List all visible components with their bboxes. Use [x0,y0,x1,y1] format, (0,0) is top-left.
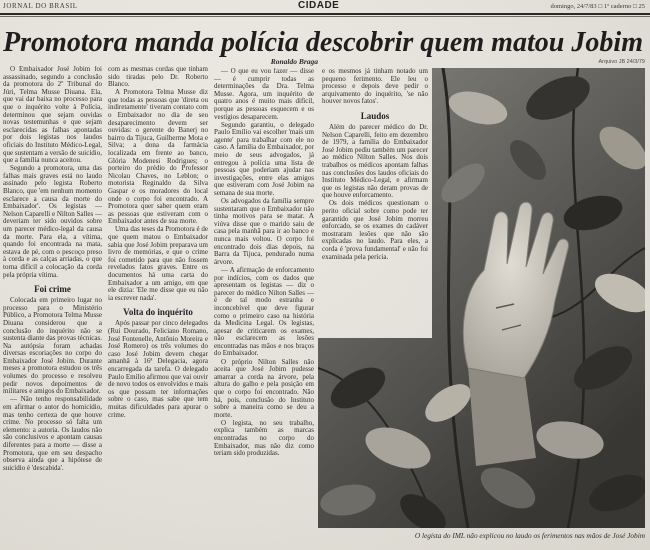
paragraph: — Não tenho responsabilidade em afirmar o autor do homicídio, mas tenho certeza de que houve crime. No processo só falta um elemento: a autoria. Os laudos não são conclusivos e apontam causas diferentes para a morte — disse a Promotora, que em seu despacho observa ainda que a hipótese de suicídio é 'descabida'. [3,395,102,472]
section-name: CIDADE [298,0,340,11]
paragraph: O Embaixador José Jobim foi assassinado, segundo a conclusão da promotora do 2º Tribunal do Júri, Telma Musse Diuana. Ela, que vai dar baixa no processo para que o inquérito volte à Polícia, determinou que sejam ouvidas novas testemunhas e que sejam esclarecidas as falhas apontadas por dois legistas nos laudos oficiais do Instituto Médico-Legal, que sustentam a versão de suicídio, que a família nunca aceitou. [3,66,102,165]
header-rule-thin [0,16,650,17]
paragraph: Os dois médicos questionam o perito oficial sobre como pode ter garantido que José Jobim morreu enforcado, se os exames do cadáver mostraram lesões que não são explicadas no laudo. Para eles, a corda é 'prova fundamental' e não foi examinada pela perícia. [322,199,428,261]
paragraph: Após passar por cinco delegados (Rui Dourado, Feliciano Romano, José Fontenelle, Antônio Moreira e José Romero) os três volumes do caso José Jobim devem chegar amanhã à 16ª Delegacia, agora encarregada da tarefa. O delegado Paulo Emílio afirmou que vai ouvir de novo todos os envolvidos e mais os que possam ter informações sobre o caso, mas sabe que tem muitas dificuldades para apurar o crime. [108,319,208,419]
dateline: domingo, 24/7/83 □ 1º caderno □ 25 [550,3,645,10]
paragraph: Colocada em primeiro lugar no processo para o Ministério Público, a Promotora Telma Musse Diuana considerou que a conclusão do inquérito não se sustenta diante das provas técnicas. Na autópsia foram achadas diversas escoriações no corpo do Embaixador José Jobim. Durante meses a promotora estudou os três volumes do processo e resolveu pedir novos depoimentos de militares e amigos do Embaixador. [3,296,102,396]
subhead-foi-crime: Foi crime [34,284,71,295]
photo-credit: Arquivo JB 24/3/79 [598,59,645,65]
byline: Ronaldo Braga [270,57,318,66]
headline-text: Promotora manda polícia descobrir quem matou Jobim [2,27,643,58]
paragraph: Uma das teses da Promotora é de que quem matou o Embaixador sabia que José Jobim preparava um livro de memórias, e que o crime foi cometido para que não fossem revelados fatos graves. Entre os documentos há uma carta do Embaixador a um amigo, em que ele dizia: 'Ele me disse que eu não ia escrever nada'. [108,225,208,302]
header-rule [0,13,650,15]
subhead-volta-do-inquerito: Volta do inquérito [123,307,193,318]
paragraph: com as mesmas cordas que tinham sido tiradas pelo Dr. Roberto Blanco. [108,66,208,89]
paragraph: — O que eu vou fazer — disse — é cumprir todas as determinações da Dra. Telma Musse. Agora, um inquérito de quatro anos é muito mais difícil, porque as pessoas esquecem e os vestígios desaparecem. [214,68,314,121]
article-column-3 [214,68,314,544]
paragraph: Os advogados da família sempre sustentaram que o Embaixador não tinha motivos para se matar. A viúva disse que o marido saiu de casa pela manhã para ir ao banco e nunca mais voltou. O corpo foi encontrado dois dias depois, na Barra da Tijuca, pendurado numa árvore. [214,197,314,266]
paragraph: Segundo garantiu, o delegado Paulo Emílio vai escolher 'mais um agente' para trabalhar com ele no caso. A família do Embaixador, por meio de seus advogados, já entregou à polícia uma lista de pessoas que poderiam ajudar nas investigações, entre elas amigos que estiveram com José Jobim na semana de sua morte. [214,120,314,197]
paragraph: Além do parecer médico do Dr. Nelson Caparelli, feito em dezembro de 1979, a família do Embaixador José Jobim pediu também um parecer ao médico Nilton Salles. Nos dois trabalhos os médicos apontam falhas nas conclusões dos laudos oficiais do Instituto Médico-Legal, e afirmam que os legistas não deram provas de que houve enforcamento. [322,122,428,200]
headline [2,22,647,58]
photo-scene [318,68,645,528]
newspaper-name: JORNAL DO BRASIL [3,2,78,10]
photo-caption: O legista do IML não explicou no laudo os ferimentos nas mãos de José Jobim [414,531,645,540]
paragraph: e os mesmos já tinham notado um pequeno ferimento. Ele leu o processo e depois deve pedir o arquivamento do inquérito, 'se não houver novos fatos'. [322,68,428,106]
paragraph: O próprio Nilton Salles não aceita que José Jobim pudesse amarrar a corda na árvore, pela altura do galho e pela posição em que o corpo foi encontrado. Não há, pois, conclusão do Instituto sobre a maneira como se deu a morte. [214,357,314,419]
paragraph: Segundo a promotora, uma das falhas mais graves está no laudo assinado pelo legista Roberto Blanco, que 'em nenhum momento esclarece a causa da morte do Embaixador'. Os legistas — Nelson Caparelli e Nilton Salles — deveriam ter sido ouvidos sobre um parecer médico-legal da causa da morte. Para ela, a vítima, quando foi encontrada na mata, estava de pé, com o pescoço preso à corda e as calças arriadas, o que torna difícil a colocação da corda pela própria vítima. [3,164,102,279]
subhead-laudos: Laudos [360,110,390,121]
news-photo [318,68,645,528]
paragraph: O legista, no seu trabalho, explica também as marcas encontradas no corpo do Embaixador, mas não diz como teriam sido produzidas. [214,418,314,458]
article-column-2 [108,66,208,544]
article-column-1 [3,66,102,544]
paragraph: A Promotora Telma Musse diz que todas as pessoas que 'direta ou indiretamente' tiveram contato com o Embaixador no dia de seu desaparecimento devem ser ouvidas: o gerente do Banerj no bairro da Tijuca, Guilherme Mota e Silva; a dona da farmácia localizada em frente ao banco, Glória Modenesi Rodrigues; o porteiro do prédio do Professor Nicolau Chaves, no Leblon; o motorista Reginaldo da Silva Gaspar e os moradores do local onde o corpo foi encontrado. A Promotora quer saber quem eram as pessoas que estiveram com o Embaixador antes de sua morte. [108,88,208,226]
paragraph: — A afirmação de enforcamento por indícios, com os dados que apresentam os legistas — diz o parecer do médico Nilton Salles — é de tal modo estranha e inconcebível que deve figurar como o primeiro caso na história da Medicina Legal. Os legistas, apesar de criticarem os exames, não esclarecem as lesões encontradas nas mãos e nos braços do Embaixador. [214,265,314,358]
